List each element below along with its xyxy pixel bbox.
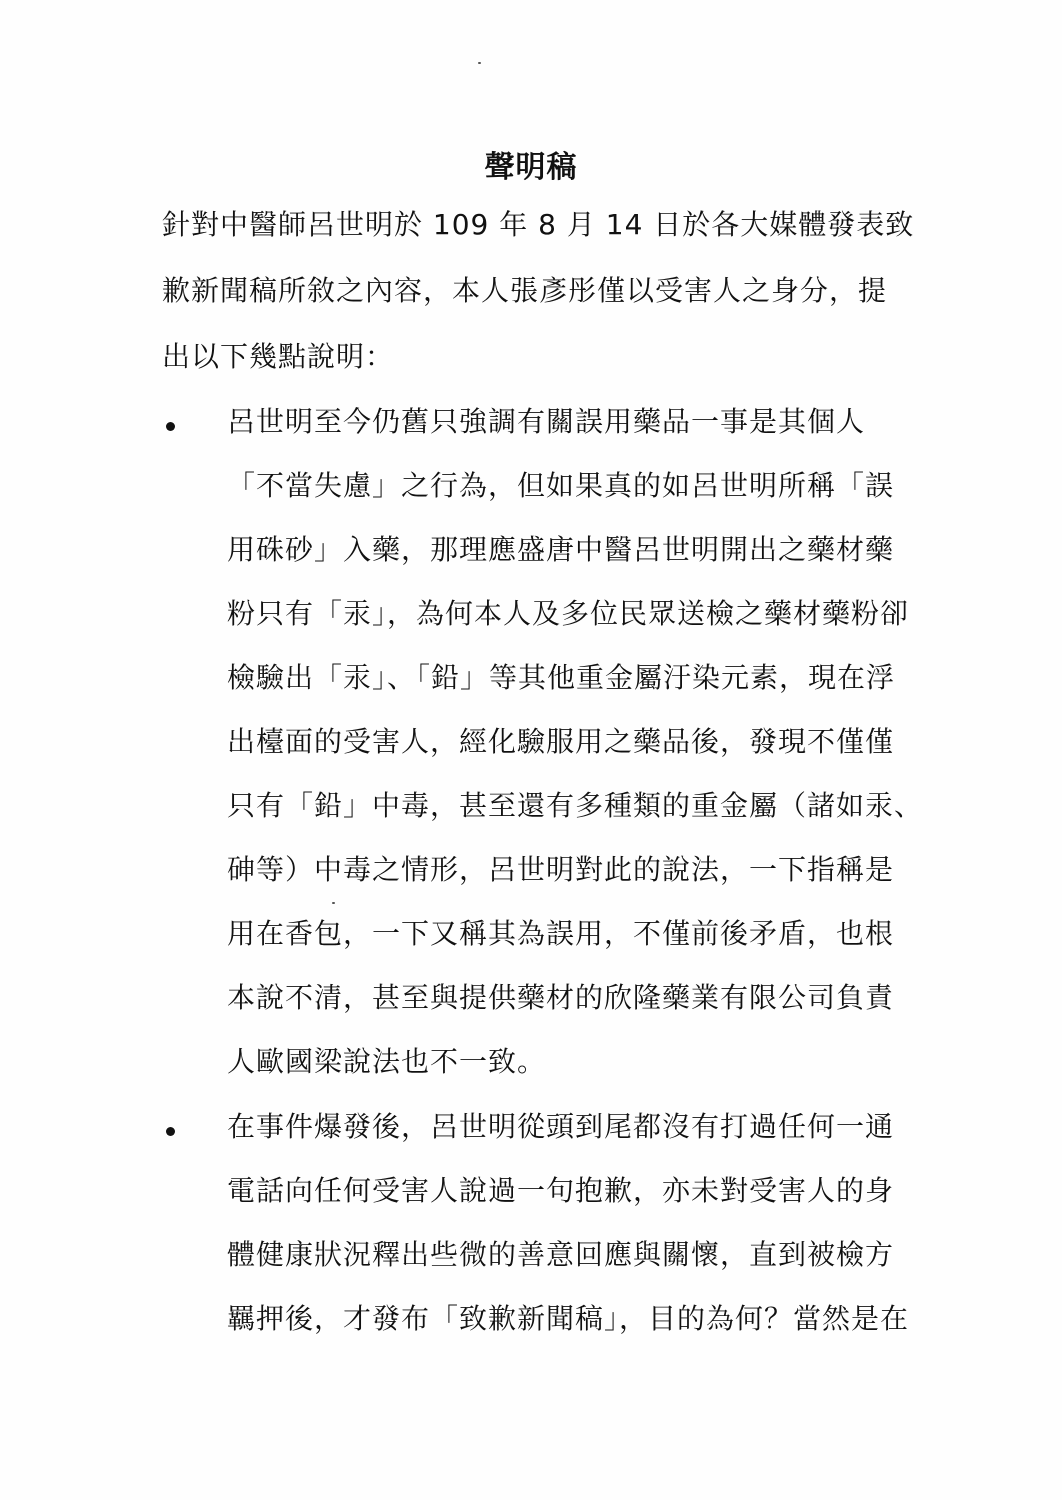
intro-line: 針對中醫師呂世明於 109 年 8 月 14 日於各大媒體發表致 bbox=[162, 208, 915, 241]
bullet-line: 只有「鉛」中毒，甚至還有多種類的重金屬（諸如汞、 bbox=[227, 789, 924, 822]
bullet-line: 用在香包，一下又稱其為誤用，不僅前後矛盾，也根 bbox=[227, 917, 895, 950]
bullet-line: 用硃砂」入藥，那理應盛唐中醫呂世明開出之藥材藥 bbox=[227, 533, 895, 566]
bullet-line: 呂世明至今仍舊只強調有關誤用藥品一事是其個人 bbox=[227, 405, 866, 438]
document-title: 聲明稿 bbox=[484, 150, 578, 185]
bullet-line: 砷等）中毒之情形，呂世明對此的說法，一下指稱是 bbox=[227, 853, 895, 886]
bullet-line: 人歐國梁說法也不一致。 bbox=[227, 1045, 547, 1078]
bullet-line: 羈押後，才發布「致歉新聞稿」，目的為何？當然是在 bbox=[227, 1302, 910, 1335]
bullet-line: 出檯面的受害人，經化驗服用之藥品後，發現不僅僅 bbox=[227, 725, 895, 758]
bullet-line: 在事件爆發後，呂世明從頭到尾都沒有打過任何一通 bbox=[227, 1110, 895, 1143]
scan-speck bbox=[332, 902, 335, 904]
bullet-line: 檢驗出「汞」、「鉛」等其他重金屬汙染元素，現在浮 bbox=[227, 661, 896, 694]
bullet-icon bbox=[166, 422, 175, 431]
intro-line: 歉新聞稿所敘之內容，本人張彥彤僅以受害人之身分，提 bbox=[162, 274, 888, 307]
bullet-line: 體健康狀況釋出些微的善意回應與關懷，直到被檢方 bbox=[227, 1238, 895, 1271]
bullet-line: 粉只有「汞」，為何本人及多位民眾送檢之藥材藥粉卻 bbox=[227, 597, 910, 630]
bullet-icon bbox=[166, 1127, 175, 1136]
bullet-line: 「不當失慮」之行為，但如果真的如呂世明所稱「誤 bbox=[227, 469, 895, 502]
bullet-line: 本說不清，甚至與提供藥材的欣隆藥業有限公司負責 bbox=[227, 981, 895, 1014]
scan-speck bbox=[478, 62, 481, 64]
bullet-line: 電話向任何受害人說過一句抱歉，亦未對受害人的身 bbox=[227, 1174, 895, 1207]
intro-line: 出以下幾點說明： bbox=[162, 340, 395, 373]
